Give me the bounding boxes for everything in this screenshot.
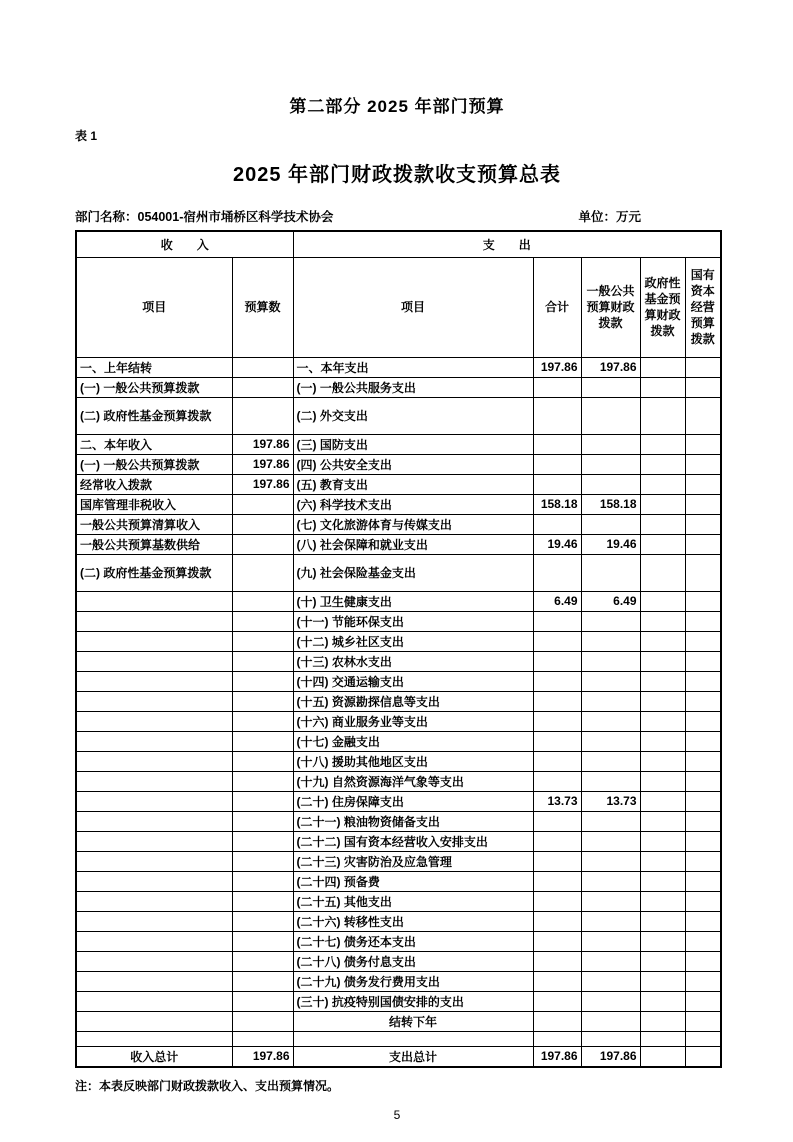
expense-item-cell: (二十五) 其他支出 bbox=[293, 891, 533, 911]
gov-fund-cell bbox=[640, 611, 685, 631]
table-row bbox=[76, 711, 721, 731]
expense-total-state-capital bbox=[685, 1046, 721, 1067]
budget-table-body bbox=[76, 357, 721, 1046]
general-budget-cell bbox=[581, 397, 640, 434]
income-item-cell: 国库管理非税收入 bbox=[76, 494, 232, 514]
income-item-cell bbox=[76, 971, 232, 991]
gov-fund-cell bbox=[640, 711, 685, 731]
expense-item-cell: (二十八) 债务付息支出 bbox=[293, 951, 533, 971]
general-budget-cell: 13.73 bbox=[581, 791, 640, 811]
general-budget-cell: 19.46 bbox=[581, 534, 640, 554]
gov-fund-cell bbox=[640, 751, 685, 771]
total-cell bbox=[533, 991, 581, 1011]
state-capital-cell bbox=[685, 871, 721, 891]
expense-item-cell: (二十二) 国有资本经营收入安排支出 bbox=[293, 831, 533, 851]
income-item-cell bbox=[76, 931, 232, 951]
expense-item-cell: (十二) 城乡社区支出 bbox=[293, 631, 533, 651]
gov-fund-cell bbox=[640, 377, 685, 397]
expense-item-cell: (二十六) 转移性支出 bbox=[293, 911, 533, 931]
expense-total-value: 197.86 bbox=[533, 1046, 581, 1067]
gov-fund-cell bbox=[640, 591, 685, 611]
table-row bbox=[76, 474, 721, 494]
income-item-cell bbox=[76, 631, 232, 651]
expense-item-cell: (十九) 自然资源海洋气象等支出 bbox=[293, 771, 533, 791]
general-budget-cell bbox=[581, 554, 640, 591]
income-value-cell bbox=[232, 911, 293, 931]
table-row bbox=[76, 731, 721, 751]
total-cell bbox=[533, 454, 581, 474]
income-total-label: 收入总计 bbox=[76, 1046, 232, 1067]
income-item-cell: (一) 一般公共预算拨款 bbox=[76, 377, 232, 397]
table-row bbox=[76, 494, 721, 514]
income-value-cell: 197.86 bbox=[232, 474, 293, 494]
gov-fund-cell bbox=[640, 811, 685, 831]
gov-fund-cell bbox=[640, 971, 685, 991]
income-item-cell: 一般公共预算基数供给 bbox=[76, 534, 232, 554]
table-row bbox=[76, 891, 721, 911]
total-cell bbox=[533, 951, 581, 971]
expense-item-cell: (二十九) 债务发行费用支出 bbox=[293, 971, 533, 991]
table-row bbox=[76, 1011, 721, 1031]
income-value-cell bbox=[232, 991, 293, 1011]
income-value-cell bbox=[232, 891, 293, 911]
state-capital-cell bbox=[685, 357, 721, 377]
state-capital-cell bbox=[685, 1031, 721, 1046]
income-value-cell bbox=[232, 397, 293, 434]
income-value-cell bbox=[232, 534, 293, 554]
gov-fund-cell bbox=[640, 474, 685, 494]
total-cell bbox=[533, 554, 581, 591]
budget-table bbox=[75, 230, 722, 1068]
expense-item-header: 项目 bbox=[293, 257, 533, 357]
total-cell bbox=[533, 691, 581, 711]
meta-row bbox=[75, 207, 719, 225]
income-item-cell bbox=[76, 591, 232, 611]
expense-item-cell: (十一) 节能环保支出 bbox=[293, 611, 533, 631]
table-row bbox=[76, 631, 721, 651]
income-item-cell bbox=[76, 691, 232, 711]
table-row bbox=[76, 651, 721, 671]
income-value-cell bbox=[232, 591, 293, 611]
general-budget-cell bbox=[581, 931, 640, 951]
state-capital-cell bbox=[685, 691, 721, 711]
table-row bbox=[76, 671, 721, 691]
income-item-cell: 二、本年收入 bbox=[76, 434, 232, 454]
state-capital-cell bbox=[685, 831, 721, 851]
income-value-cell bbox=[232, 791, 293, 811]
state-capital-cell bbox=[685, 651, 721, 671]
state-capital-cell bbox=[685, 554, 721, 591]
table-row bbox=[76, 434, 721, 454]
general-budget-cell bbox=[581, 514, 640, 534]
income-value-cell bbox=[232, 831, 293, 851]
general-budget-cell bbox=[581, 871, 640, 891]
table-row bbox=[76, 811, 721, 831]
total-cell bbox=[533, 731, 581, 751]
gov-fund-cell bbox=[640, 871, 685, 891]
page-number: 5 bbox=[393, 1108, 401, 1122]
gov-fund-cell bbox=[640, 554, 685, 591]
income-value-cell bbox=[232, 811, 293, 831]
total-cell bbox=[533, 611, 581, 631]
table-row bbox=[76, 357, 721, 377]
income-item-cell: (二) 政府性基金预算拨款 bbox=[76, 397, 232, 434]
income-value-cell bbox=[232, 631, 293, 651]
gov-fund-cell bbox=[640, 454, 685, 474]
expense-item-cell: (八) 社会保障和就业支出 bbox=[293, 534, 533, 554]
state-capital-cell bbox=[685, 971, 721, 991]
table-row bbox=[76, 397, 721, 434]
expense-state-capital-header: 国有资本经营预算拨款 bbox=[685, 257, 721, 357]
income-item-cell bbox=[76, 911, 232, 931]
expense-item-cell: 结转下年 bbox=[293, 1011, 533, 1031]
gov-fund-cell bbox=[640, 831, 685, 851]
gov-fund-cell bbox=[640, 1011, 685, 1031]
state-capital-cell bbox=[685, 951, 721, 971]
income-item-cell: 经常收入拨款 bbox=[76, 474, 232, 494]
gov-fund-cell bbox=[640, 951, 685, 971]
table-row bbox=[76, 931, 721, 951]
total-cell: 13.73 bbox=[533, 791, 581, 811]
table-row bbox=[76, 851, 721, 871]
state-capital-cell bbox=[685, 397, 721, 434]
state-capital-cell bbox=[685, 771, 721, 791]
expense-item-cell: (三十) 抗疫特别国债安排的支出 bbox=[293, 991, 533, 1011]
expense-item-cell: (十八) 援助其他地区支出 bbox=[293, 751, 533, 771]
expense-item-cell: (二) 外交支出 bbox=[293, 397, 533, 434]
income-value-cell bbox=[232, 494, 293, 514]
table-label: 表 1 bbox=[75, 129, 98, 143]
state-capital-cell bbox=[685, 494, 721, 514]
expense-item-cell: (十六) 商业服务业等支出 bbox=[293, 711, 533, 731]
general-budget-cell bbox=[581, 911, 640, 931]
expense-total-gov-fund bbox=[640, 1046, 685, 1067]
general-budget-cell bbox=[581, 611, 640, 631]
table-row bbox=[76, 751, 721, 771]
state-capital-cell bbox=[685, 514, 721, 534]
unit-label: 单位：万元 bbox=[578, 210, 641, 224]
footnote: 注：本表反映部门财政拨款收入、支出预算情况。 bbox=[75, 1079, 340, 1093]
gov-fund-cell bbox=[640, 991, 685, 1011]
general-budget-cell bbox=[581, 631, 640, 651]
income-item-header: 项目 bbox=[76, 257, 232, 357]
income-value-cell bbox=[232, 711, 293, 731]
gov-fund-cell bbox=[640, 731, 685, 751]
total-cell bbox=[533, 651, 581, 671]
state-capital-cell bbox=[685, 811, 721, 831]
table-row bbox=[76, 377, 721, 397]
income-item-cell bbox=[76, 871, 232, 891]
income-value-cell bbox=[232, 1011, 293, 1031]
state-capital-cell bbox=[685, 731, 721, 751]
income-item-cell: (一) 一般公共预算拨款 bbox=[76, 454, 232, 474]
income-value-cell bbox=[232, 871, 293, 891]
section-title: 第二部分 2025 年部门预算 bbox=[289, 97, 505, 116]
income-item-cell bbox=[76, 891, 232, 911]
table-row bbox=[76, 771, 721, 791]
general-budget-cell bbox=[581, 1011, 640, 1031]
expense-item-cell: (十) 卫生健康支出 bbox=[293, 591, 533, 611]
state-capital-cell bbox=[685, 911, 721, 931]
income-item-cell bbox=[76, 611, 232, 631]
table-row bbox=[76, 971, 721, 991]
gov-fund-cell bbox=[640, 671, 685, 691]
income-value-cell bbox=[232, 931, 293, 951]
general-budget-cell bbox=[581, 971, 640, 991]
expense-total-general: 197.86 bbox=[581, 1046, 640, 1067]
gov-fund-cell bbox=[640, 651, 685, 671]
state-capital-cell bbox=[685, 671, 721, 691]
income-value-cell bbox=[232, 377, 293, 397]
income-value-cell bbox=[232, 971, 293, 991]
gov-fund-cell bbox=[640, 791, 685, 811]
state-capital-cell bbox=[685, 1011, 721, 1031]
state-capital-cell bbox=[685, 434, 721, 454]
table-row bbox=[76, 611, 721, 631]
total-cell bbox=[533, 891, 581, 911]
state-capital-cell bbox=[685, 751, 721, 771]
state-capital-cell bbox=[685, 474, 721, 494]
income-value-cell bbox=[232, 751, 293, 771]
total-cell bbox=[533, 771, 581, 791]
table-row bbox=[76, 991, 721, 1011]
total-cell bbox=[533, 811, 581, 831]
state-capital-cell bbox=[685, 591, 721, 611]
expense-item-cell: (九) 社会保险基金支出 bbox=[293, 554, 533, 591]
total-cell bbox=[533, 751, 581, 771]
total-cell bbox=[533, 474, 581, 494]
state-capital-cell bbox=[685, 991, 721, 1011]
income-item-cell bbox=[76, 671, 232, 691]
general-budget-cell bbox=[581, 711, 640, 731]
state-capital-cell bbox=[685, 851, 721, 871]
gov-fund-cell bbox=[640, 911, 685, 931]
table-row bbox=[76, 514, 721, 534]
section-header-row bbox=[76, 231, 721, 257]
expense-item-cell: (四) 公共安全支出 bbox=[293, 454, 533, 474]
gov-fund-cell bbox=[640, 771, 685, 791]
gov-fund-cell bbox=[640, 851, 685, 871]
income-item-cell bbox=[76, 731, 232, 751]
expense-item-cell: (五) 教育支出 bbox=[293, 474, 533, 494]
expense-item-cell: (十七) 金融支出 bbox=[293, 731, 533, 751]
gov-fund-cell bbox=[640, 357, 685, 377]
income-value-cell bbox=[232, 671, 293, 691]
table-row bbox=[76, 871, 721, 891]
table-row bbox=[76, 911, 721, 931]
table-title: 2025 年部门财政拨款收支预算总表 bbox=[232, 164, 562, 186]
totals-row bbox=[76, 1046, 721, 1067]
income-value-cell bbox=[232, 691, 293, 711]
expense-item-cell: (六) 科学技术支出 bbox=[293, 494, 533, 514]
total-cell bbox=[533, 711, 581, 731]
income-budget-header: 预算数 bbox=[232, 257, 293, 357]
total-cell bbox=[533, 671, 581, 691]
income-value-cell bbox=[232, 357, 293, 377]
general-budget-cell bbox=[581, 811, 640, 831]
total-cell bbox=[533, 434, 581, 454]
income-item-cell bbox=[76, 851, 232, 871]
state-capital-cell bbox=[685, 611, 721, 631]
income-section-header: 收 入 bbox=[76, 231, 293, 257]
gov-fund-cell bbox=[640, 397, 685, 434]
expense-gov-fund-header: 政府性基金预算财政拨款 bbox=[640, 257, 685, 357]
income-item-cell bbox=[76, 951, 232, 971]
general-budget-cell bbox=[581, 991, 640, 1011]
income-value-cell bbox=[232, 771, 293, 791]
total-cell bbox=[533, 1031, 581, 1046]
total-cell bbox=[533, 931, 581, 951]
income-value-cell: 197.86 bbox=[232, 434, 293, 454]
total-cell bbox=[533, 851, 581, 871]
income-value-cell bbox=[232, 951, 293, 971]
general-budget-cell bbox=[581, 377, 640, 397]
table-row bbox=[76, 534, 721, 554]
general-budget-cell: 158.18 bbox=[581, 494, 640, 514]
state-capital-cell bbox=[685, 931, 721, 951]
gov-fund-cell bbox=[640, 891, 685, 911]
table-row bbox=[76, 454, 721, 474]
table-row bbox=[76, 691, 721, 711]
expense-item-cell: (二十一) 粮油物资储备支出 bbox=[293, 811, 533, 831]
expense-item-cell: (二十七) 债务还本支出 bbox=[293, 931, 533, 951]
income-value-cell bbox=[232, 651, 293, 671]
expense-item-cell bbox=[293, 1031, 533, 1046]
table-row bbox=[76, 554, 721, 591]
expense-item-cell: (十四) 交通运输支出 bbox=[293, 671, 533, 691]
expense-item-cell: (十三) 农林水支出 bbox=[293, 651, 533, 671]
income-total-value: 197.86 bbox=[232, 1046, 293, 1067]
general-budget-cell: 6.49 bbox=[581, 591, 640, 611]
gov-fund-cell bbox=[640, 631, 685, 651]
table-row bbox=[76, 1031, 721, 1046]
gov-fund-cell bbox=[640, 931, 685, 951]
expense-item-cell: (七) 文化旅游体育与传媒支出 bbox=[293, 514, 533, 534]
total-cell bbox=[533, 1011, 581, 1031]
state-capital-cell bbox=[685, 534, 721, 554]
general-budget-cell bbox=[581, 951, 640, 971]
income-item-cell: 一、上年结转 bbox=[76, 357, 232, 377]
income-item-cell bbox=[76, 991, 232, 1011]
income-value-cell bbox=[232, 731, 293, 751]
column-header-row bbox=[76, 257, 721, 357]
gov-fund-cell bbox=[640, 434, 685, 454]
income-item-cell bbox=[76, 711, 232, 731]
general-budget-cell: 197.86 bbox=[581, 357, 640, 377]
general-budget-cell bbox=[581, 671, 640, 691]
expense-item-cell: (二十四) 预备费 bbox=[293, 871, 533, 891]
state-capital-cell bbox=[685, 791, 721, 811]
expense-item-cell: (一) 一般公共服务支出 bbox=[293, 377, 533, 397]
income-item-cell: (二) 政府性基金预算拨款 bbox=[76, 554, 232, 591]
expense-item-cell: 一、本年支出 bbox=[293, 357, 533, 377]
total-cell bbox=[533, 377, 581, 397]
expense-item-cell: (三) 国防支出 bbox=[293, 434, 533, 454]
total-cell: 6.49 bbox=[533, 591, 581, 611]
income-item-cell: 一般公共预算清算收入 bbox=[76, 514, 232, 534]
general-budget-cell bbox=[581, 1031, 640, 1046]
expense-total-label: 支出总计 bbox=[293, 1046, 533, 1067]
gov-fund-cell bbox=[640, 514, 685, 534]
table-row bbox=[76, 591, 721, 611]
general-budget-cell bbox=[581, 851, 640, 871]
total-cell bbox=[533, 971, 581, 991]
total-cell bbox=[533, 911, 581, 931]
total-cell bbox=[533, 631, 581, 651]
income-value-cell bbox=[232, 851, 293, 871]
general-budget-cell bbox=[581, 731, 640, 751]
table-row bbox=[76, 951, 721, 971]
expense-item-cell: (十五) 资源勘探信息等支出 bbox=[293, 691, 533, 711]
table-row bbox=[76, 791, 721, 811]
general-budget-cell bbox=[581, 454, 640, 474]
general-budget-cell bbox=[581, 691, 640, 711]
general-budget-cell bbox=[581, 651, 640, 671]
expense-item-cell: (二十) 住房保障支出 bbox=[293, 791, 533, 811]
income-item-cell bbox=[76, 1011, 232, 1031]
income-value-cell bbox=[232, 1031, 293, 1046]
expense-general-budget-header: 一般公共预算财政拨款 bbox=[581, 257, 640, 357]
income-item-cell bbox=[76, 751, 232, 771]
state-capital-cell bbox=[685, 891, 721, 911]
general-budget-cell bbox=[581, 434, 640, 454]
general-budget-cell bbox=[581, 751, 640, 771]
total-cell: 197.86 bbox=[533, 357, 581, 377]
income-value-cell bbox=[232, 554, 293, 591]
table-row bbox=[76, 831, 721, 851]
income-value-cell: 197.86 bbox=[232, 454, 293, 474]
total-cell: 158.18 bbox=[533, 494, 581, 514]
income-value-cell bbox=[232, 514, 293, 534]
total-cell bbox=[533, 397, 581, 434]
income-value-cell bbox=[232, 611, 293, 631]
income-item-cell bbox=[76, 651, 232, 671]
income-item-cell bbox=[76, 771, 232, 791]
gov-fund-cell bbox=[640, 494, 685, 514]
general-budget-cell bbox=[581, 474, 640, 494]
gov-fund-cell bbox=[640, 534, 685, 554]
state-capital-cell bbox=[685, 711, 721, 731]
state-capital-cell bbox=[685, 377, 721, 397]
expense-item-cell: (二十三) 灾害防治及应急管理 bbox=[293, 851, 533, 871]
income-item-cell bbox=[76, 831, 232, 851]
income-item-cell bbox=[76, 1031, 232, 1046]
total-cell bbox=[533, 514, 581, 534]
department-name: 部门名称：054001-宿州市埇桥区科学技术协会 bbox=[75, 210, 334, 224]
income-item-cell bbox=[76, 811, 232, 831]
gov-fund-cell bbox=[640, 691, 685, 711]
total-cell bbox=[533, 871, 581, 891]
gov-fund-cell bbox=[640, 1031, 685, 1046]
expense-section-header: 支 出 bbox=[293, 231, 721, 257]
total-cell: 19.46 bbox=[533, 534, 581, 554]
general-budget-cell bbox=[581, 891, 640, 911]
general-budget-cell bbox=[581, 831, 640, 851]
state-capital-cell bbox=[685, 631, 721, 651]
state-capital-cell bbox=[685, 454, 721, 474]
general-budget-cell bbox=[581, 771, 640, 791]
total-cell bbox=[533, 831, 581, 851]
income-item-cell bbox=[76, 791, 232, 811]
expense-total-header: 合计 bbox=[533, 257, 581, 357]
